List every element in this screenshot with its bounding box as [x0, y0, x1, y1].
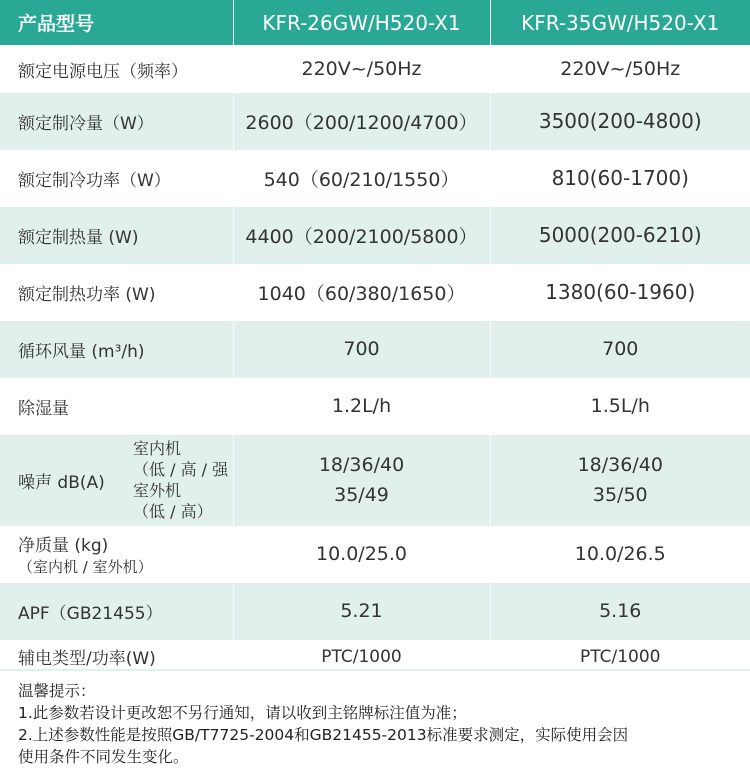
- row-value-2: 220V~/50Hz: [490, 46, 750, 93]
- table-row: [0, 150, 750, 207]
- noise-label: 噪声 dB(A): [18, 472, 105, 493]
- row-label: 额定制冷量（W）: [0, 93, 233, 150]
- noise-indoor-sub: （低 / 高 / 强: [133, 460, 229, 479]
- notes: [18, 680, 738, 768]
- row-value-2: 810(60-1700): [490, 150, 750, 207]
- apf-value-2: 5.16: [490, 583, 750, 640]
- row-value-2: 5000(200-6210): [490, 207, 750, 264]
- row-value-1: 540（60/210/1550）: [233, 150, 490, 207]
- row-label: 额定电源电压（频率）: [0, 46, 233, 93]
- noise-indoor-value: 18/36/40: [577, 454, 663, 476]
- row-label: 额定制热功率 (W): [0, 264, 233, 321]
- noise-indoor-value: 18/36/40: [318, 454, 405, 476]
- row-value-1: 2600（200/1200/4700）: [233, 93, 490, 150]
- row-value-2: 700: [490, 321, 750, 378]
- noise-row: [0, 435, 750, 526]
- table-row: [0, 93, 750, 150]
- row-value-1: 700: [233, 321, 490, 378]
- row-value-2: 1.5L/h: [490, 378, 750, 435]
- header-model-2: KFR-35GW/H520-X1: [490, 0, 750, 46]
- noise-outdoor-sub: （低 / 高）: [133, 502, 213, 521]
- weight-value-2: 10.0/26.5: [490, 526, 750, 583]
- row-value-2: 1380(60-1960): [490, 264, 750, 321]
- row-value-1: 1.2L/h: [233, 378, 490, 435]
- weight-row: [0, 526, 750, 583]
- row-label: 循环风量 (m³/h): [0, 321, 233, 378]
- aux-value-2: PTC/1000: [490, 640, 750, 674]
- table-row: [0, 264, 750, 321]
- apf-value-1: 5.21: [233, 583, 490, 640]
- row-value-1: 4400（200/2100/5800）: [233, 207, 490, 264]
- table-bottom-divider: [0, 669, 750, 671]
- noise-outdoor-value: 35/50: [592, 484, 648, 506]
- noise-label-cell: [0, 435, 233, 526]
- row-value-2: 3500(200-4800): [490, 93, 750, 150]
- aux-value-1: PTC/1000: [233, 640, 490, 674]
- noise-values-1: [233, 435, 490, 526]
- table-row: [0, 46, 750, 93]
- aux-label: 辅电类型/功率(W): [0, 640, 233, 674]
- notes-line: 1.此参数若设计更改恕不另行通知，请以收到主铭牌标注值为准；: [18, 704, 467, 722]
- table-row: [0, 378, 750, 435]
- notes-title: 温馨提示：: [18, 682, 96, 700]
- header-model-1: KFR-26GW/H520-X1: [233, 0, 490, 46]
- row-label: 除湿量: [0, 378, 233, 435]
- noise-outdoor-value: 35/49: [334, 484, 389, 506]
- table-header-row: [0, 0, 750, 46]
- weight-sub: （室内机 / 室外机）: [18, 558, 153, 576]
- table-row: [0, 207, 750, 264]
- weight-label-cell: [0, 526, 233, 583]
- apf-row: [0, 583, 750, 640]
- weight-label: 净质量 (kg): [18, 536, 109, 556]
- weight-value-1: 10.0/25.0: [233, 526, 490, 583]
- noise-outdoor-label: 室外机: [133, 481, 182, 500]
- noise-indoor-label: 室内机: [133, 439, 182, 458]
- row-value-1: 1040（60/380/1650）: [233, 264, 490, 321]
- row-label: 额定制热量 (W): [0, 207, 233, 264]
- notes-line: 使用条件不同发生变化。: [18, 748, 189, 766]
- noise-values-2: [490, 435, 750, 526]
- table-row: [0, 321, 750, 378]
- row-value-1: 220V~/50Hz: [233, 46, 490, 93]
- row-label: 额定制冷功率（W）: [0, 150, 233, 207]
- apf-label: APF（GB21455）: [0, 583, 233, 640]
- header-model-label: 产品型号: [0, 0, 233, 46]
- notes-line: 2.上述参数性能是按照GB/T7725-2004和GB21455-2013标准要求测定，实际使用会因: [18, 726, 629, 744]
